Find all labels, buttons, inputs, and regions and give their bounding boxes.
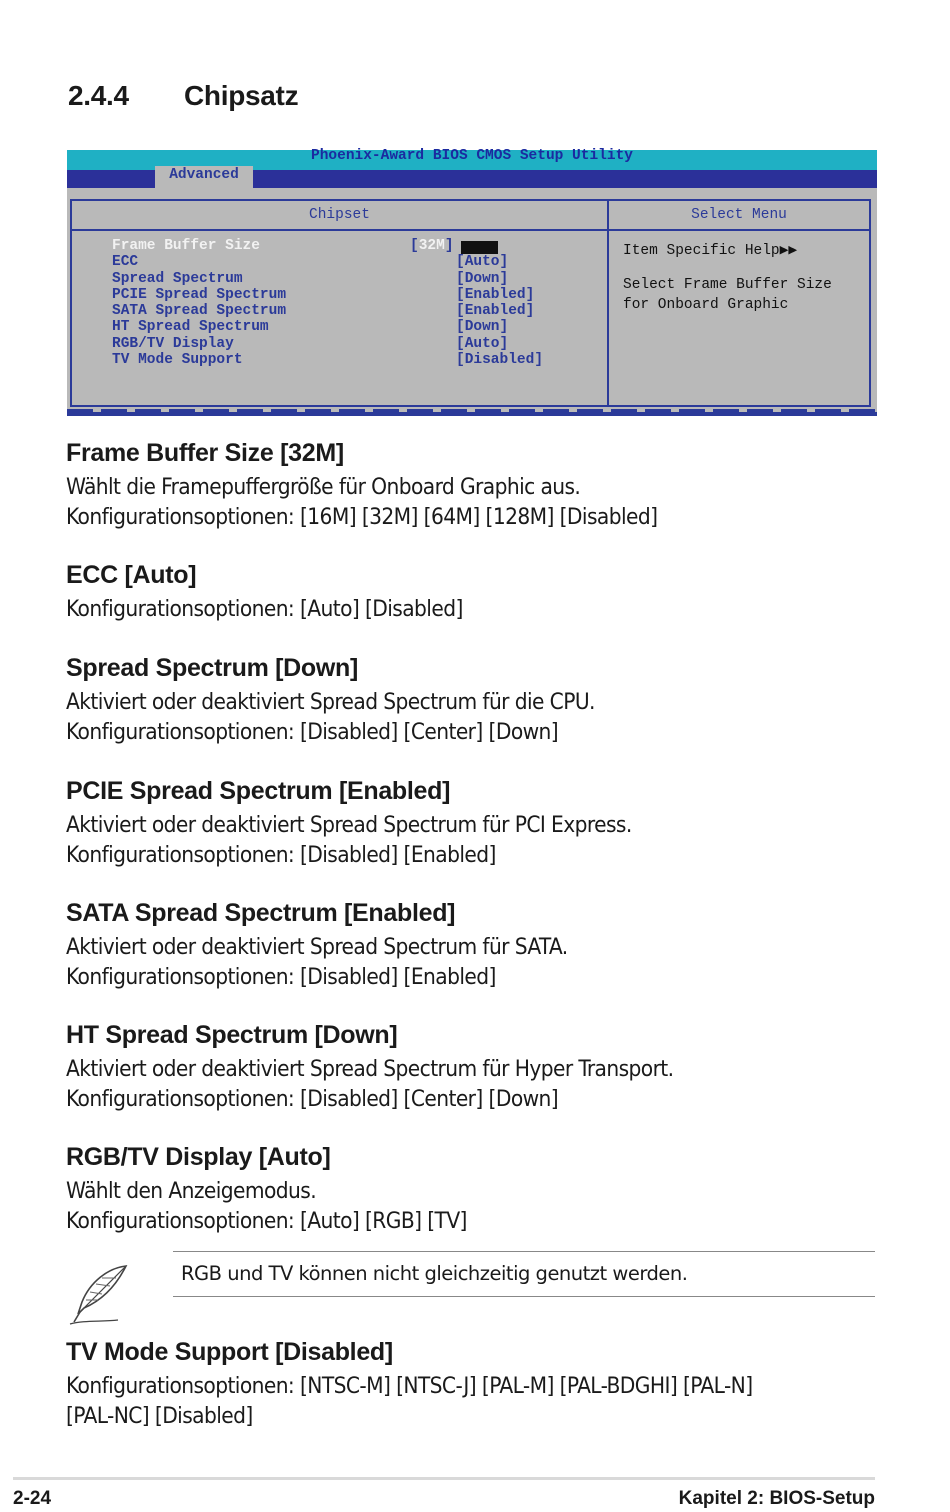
double-arrow-icon: ▶▶ (779, 243, 798, 259)
item-title: TV Mode Support [Disabled] (66, 1338, 393, 1366)
bios-row-label: Frame Buffer Size (112, 238, 260, 254)
item-title: Frame Buffer Size [32M] (66, 439, 344, 467)
item-ht-spread-spectrum (66, 1020, 673, 1114)
item-tv-mode-support (66, 1337, 753, 1431)
item-description: Aktiviert oder deaktiviert Spread Spectrum für PCI Express. Konfigurationsoptionen: [Disabled] [Enabled] (66, 812, 632, 868)
item-description: Aktiviert oder deaktiviert Spread Spectrum für die CPU. Konfigurationsoptionen: [Disabled] [Center] [Down] (66, 689, 595, 745)
note-box (173, 1251, 875, 1297)
item-title: Spread Spectrum [Down] (66, 654, 359, 682)
feather-pen-icon (68, 1262, 132, 1328)
bios-row-value: [Down] (456, 319, 509, 336)
bios-row-value: [Auto] (456, 335, 509, 352)
item-sata-spread-spectrum (66, 898, 568, 992)
bios-row-value: [Enabled] (456, 303, 535, 320)
section-number: 2.4.4 (68, 80, 129, 111)
bios-bottom-edge (67, 412, 877, 416)
section-title: Chipsatz (184, 80, 299, 111)
bios-help-text (623, 241, 832, 315)
bios-row-rgb-tv-display[interactable] (112, 336, 592, 352)
item-title: SATA Spread Spectrum [Enabled] (66, 899, 456, 927)
bios-row-frame-buffer-size[interactable] (112, 238, 592, 254)
item-title: PCIE Spread Spectrum [Enabled] (66, 777, 451, 805)
bios-help-line: Select Frame Buffer Size (623, 277, 832, 293)
section-heading (68, 80, 298, 112)
bios-row-tv-mode-support[interactable] (112, 352, 592, 368)
bios-row-label: RGB/TV Display (112, 335, 234, 352)
bios-row-label: HT Spread Spectrum (112, 319, 269, 336)
bios-row-sata-spread-spectrum[interactable] (112, 303, 592, 319)
item-pcie-spread-spectrum (66, 776, 632, 870)
item-title: RGB/TV Display [Auto] (66, 1143, 331, 1171)
bios-screenshot (67, 150, 877, 416)
bios-row-label: PCIE Spread Spectrum (112, 286, 287, 303)
chapter-title: Kapitel 2: BIOS-Setup (678, 1488, 875, 1509)
bios-tab-advanced[interactable]: Advanced (155, 166, 253, 188)
item-spread-spectrum (66, 653, 595, 747)
footer-rule (13, 1477, 875, 1480)
bios-panel-title: Chipset (72, 201, 607, 231)
note-text: RGB und TV können nicht gleichzeitig genutzt werden. (181, 1262, 688, 1285)
bios-cursor (461, 241, 498, 254)
item-description: Wählt die Framepuffergröße für Onboard Graphic aus. Konfigurationsoptionen: [16M] [32M] [64M] [128M] [Disabled] (66, 474, 658, 530)
bios-help-heading: Item Specific Help (623, 243, 780, 259)
bios-row-spread-spectrum[interactable] (112, 271, 592, 287)
bios-help-panel (607, 199, 871, 407)
bios-row-ht-spread-spectrum[interactable] (112, 319, 592, 335)
bios-chipset-panel (70, 199, 607, 407)
bios-row-value: [Auto] (456, 254, 509, 271)
item-description: Wählt den Anzeigemodus. Konfigurationsoptionen: [Auto] [RGB] [TV] (66, 1178, 467, 1234)
page-number: 2-24 (13, 1488, 52, 1509)
bios-help-line: for Onboard Graphic (623, 297, 789, 313)
item-description: Konfigurationsoptionen: [Auto] [Disabled] (66, 596, 463, 622)
item-title: HT Spread Spectrum [Down] (66, 1021, 398, 1049)
bios-row-label: ECC (112, 254, 139, 271)
item-rgb-tv-display (66, 1142, 467, 1236)
bios-row-value: [Down] (456, 270, 509, 287)
item-ecc (66, 560, 463, 624)
item-description: Aktiviert oder deaktiviert Spread Spectrum für Hyper Transport. Konfigurationsoptionen: [Disabled] [Center] [Down] (66, 1056, 674, 1112)
item-title: ECC [Auto] (66, 561, 197, 589)
bios-row-value: [32M] (410, 238, 454, 254)
bios-row-value: [Enabled] (456, 286, 535, 303)
bios-row-label: TV Mode Support (112, 352, 243, 369)
item-description: Aktiviert oder deaktiviert Spread Spectrum für SATA. Konfigurationsoptionen: [Disabled] [Enabled] (66, 934, 568, 990)
bios-row-pcie-spread-spectrum[interactable] (112, 287, 592, 303)
bios-setting-list (112, 238, 592, 368)
item-frame-buffer-size (66, 438, 657, 532)
bios-title-bar: Phoenix-Award BIOS CMOS Setup Utility (67, 150, 877, 170)
item-description: Konfigurationsoptionen: [NTSC-M] [NTSC-J] [PAL-M] [PAL-BDGHI] [PAL-N] [PAL-NC] [Disabled] (66, 1373, 753, 1429)
bios-row-ecc[interactable] (112, 254, 592, 270)
bios-row-value: [Disabled] (456, 352, 544, 369)
bios-row-label: SATA Spread Spectrum (112, 303, 287, 320)
bios-help-title: Select Menu (609, 201, 869, 231)
bios-row-label: Spread Spectrum (112, 270, 243, 287)
